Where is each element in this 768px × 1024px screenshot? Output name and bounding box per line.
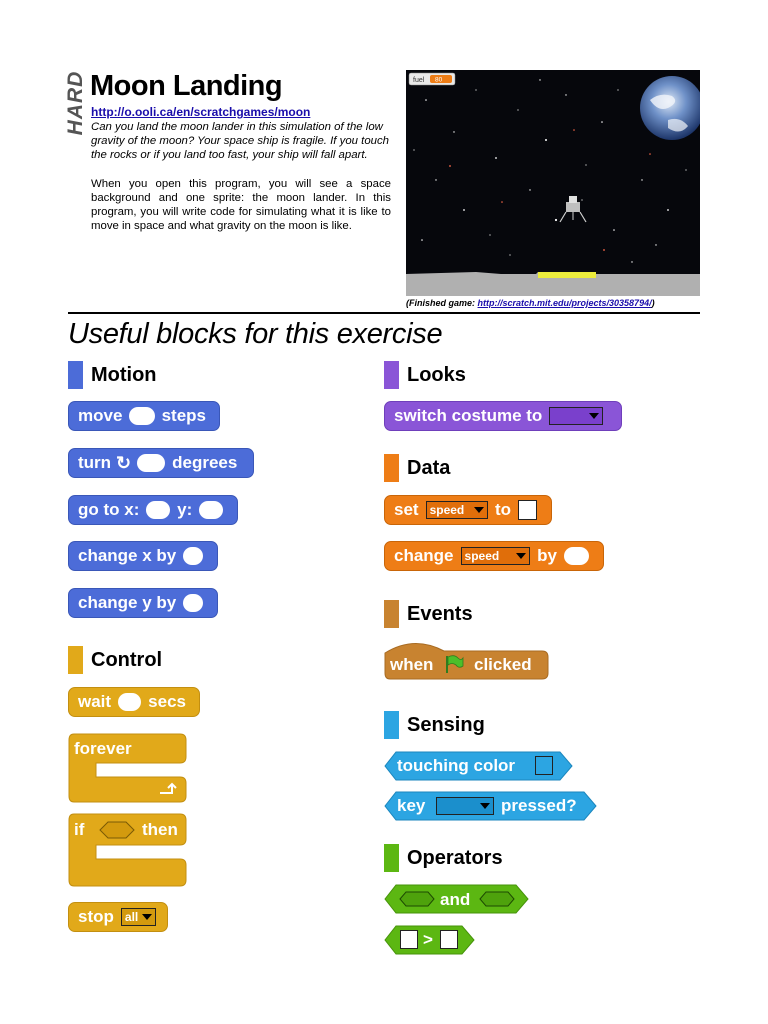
condition-slot: [100, 822, 134, 838]
change-x-block[interactable]: change x by: [68, 541, 218, 571]
color-swatch[interactable]: [535, 756, 553, 775]
intro-text: [91, 120, 391, 247]
difficulty-label: HARD: [64, 70, 87, 136]
degrees-input[interactable]: [137, 454, 165, 472]
set-variable-dropdown[interactable]: speed: [426, 501, 488, 519]
go-to-xy-block[interactable]: go to x: y:: [68, 495, 238, 525]
events-color-bar: [384, 600, 399, 628]
change-variable-dropdown[interactable]: speed: [461, 547, 531, 565]
category-sensing: Sensing: [384, 711, 485, 739]
if-then-block[interactable]: if then: [68, 813, 188, 887]
rotate-clockwise-icon: ↻: [116, 452, 132, 473]
gt-right-input[interactable]: [440, 930, 458, 949]
game-scene: [406, 70, 700, 296]
set-variable-block[interactable]: set speed to: [384, 495, 552, 525]
change-value-input[interactable]: [564, 547, 589, 565]
green-flag-icon: [444, 654, 464, 674]
and-left-slot: [400, 892, 434, 906]
game-caption: (Finished game: http://scratch.mit.edu/projects/30358794/): [406, 298, 655, 308]
dropdown-arrow-icon: [474, 507, 484, 513]
set-value-input[interactable]: [518, 500, 537, 520]
forever-block[interactable]: forever: [68, 733, 188, 803]
change-y-block[interactable]: change y by: [68, 588, 218, 618]
sensing-color-bar: [384, 711, 399, 739]
when-flag-clicked-block[interactable]: when clicked: [384, 639, 550, 681]
move-steps-block[interactable]: move steps: [68, 401, 220, 431]
motion-color-bar: [68, 361, 83, 389]
stop-option-dropdown[interactable]: all: [121, 908, 156, 926]
greater-than-block[interactable]: >: [384, 925, 476, 955]
stop-block[interactable]: stop all: [68, 902, 168, 932]
project-link[interactable]: http://o.ooli.ca/en/scratchgames/moon: [91, 105, 311, 119]
looks-color-bar: [384, 361, 399, 389]
category-operators: Operators: [384, 844, 503, 872]
category-control: Control: [68, 646, 162, 674]
and-right-slot: [480, 892, 514, 906]
data-color-bar: [384, 454, 399, 482]
change-y-input[interactable]: [183, 594, 203, 612]
change-x-input[interactable]: [183, 547, 203, 565]
category-looks: Looks: [384, 361, 466, 389]
category-events: Events: [384, 600, 473, 628]
dropdown-arrow-icon: [589, 413, 599, 419]
key-pressed-block[interactable]: key pressed?: [384, 791, 598, 821]
costume-dropdown[interactable]: [549, 407, 603, 425]
page-title: Moon Landing: [90, 70, 283, 102]
dropdown-arrow-icon: [480, 803, 490, 809]
finished-game-link[interactable]: http://scratch.mit.edu/projects/30358794/: [477, 298, 652, 308]
gt-left-input[interactable]: [400, 930, 418, 949]
landing-pad: [538, 272, 596, 278]
dropdown-arrow-icon: [142, 914, 152, 920]
wait-input[interactable]: [118, 693, 141, 711]
game-screenshot: [406, 70, 700, 296]
divider: [68, 312, 700, 314]
change-variable-block[interactable]: change speed by: [384, 541, 604, 571]
x-input[interactable]: [146, 501, 170, 519]
steps-input[interactable]: [129, 407, 154, 425]
operators-color-bar: [384, 844, 399, 872]
touching-color-block[interactable]: touching color: [384, 751, 574, 781]
turn-degrees-block[interactable]: turn ↻ degrees: [68, 448, 254, 478]
fuel-value: 80: [435, 76, 443, 84]
wait-secs-block[interactable]: wait secs: [68, 687, 200, 717]
intro-paragraph-1: Can you land the moon lander in this simulation of the low gravity of the moon? Your space ship is fragile. If you touch the rocks or if you land too fast, your ship will fall apart.: [91, 121, 390, 162]
category-data: Data: [384, 454, 450, 482]
key-dropdown[interactable]: [436, 797, 494, 815]
fuel-label: fuel: [413, 77, 425, 84]
control-color-bar: [68, 646, 83, 674]
dropdown-arrow-icon: [516, 553, 526, 559]
switch-costume-block[interactable]: switch costume to: [384, 401, 622, 431]
and-block[interactable]: and: [384, 884, 530, 914]
category-motion: Motion: [68, 361, 157, 389]
y-input[interactable]: [199, 501, 223, 519]
intro-paragraph-2: When you open this program, you will see a space background and one sprite: the moon lander. In this program, you will write code for simulating what it is like to move in space and what gravity on the moon is like.: [91, 177, 391, 233]
section-title: Useful blocks for this exercise: [68, 318, 443, 350]
